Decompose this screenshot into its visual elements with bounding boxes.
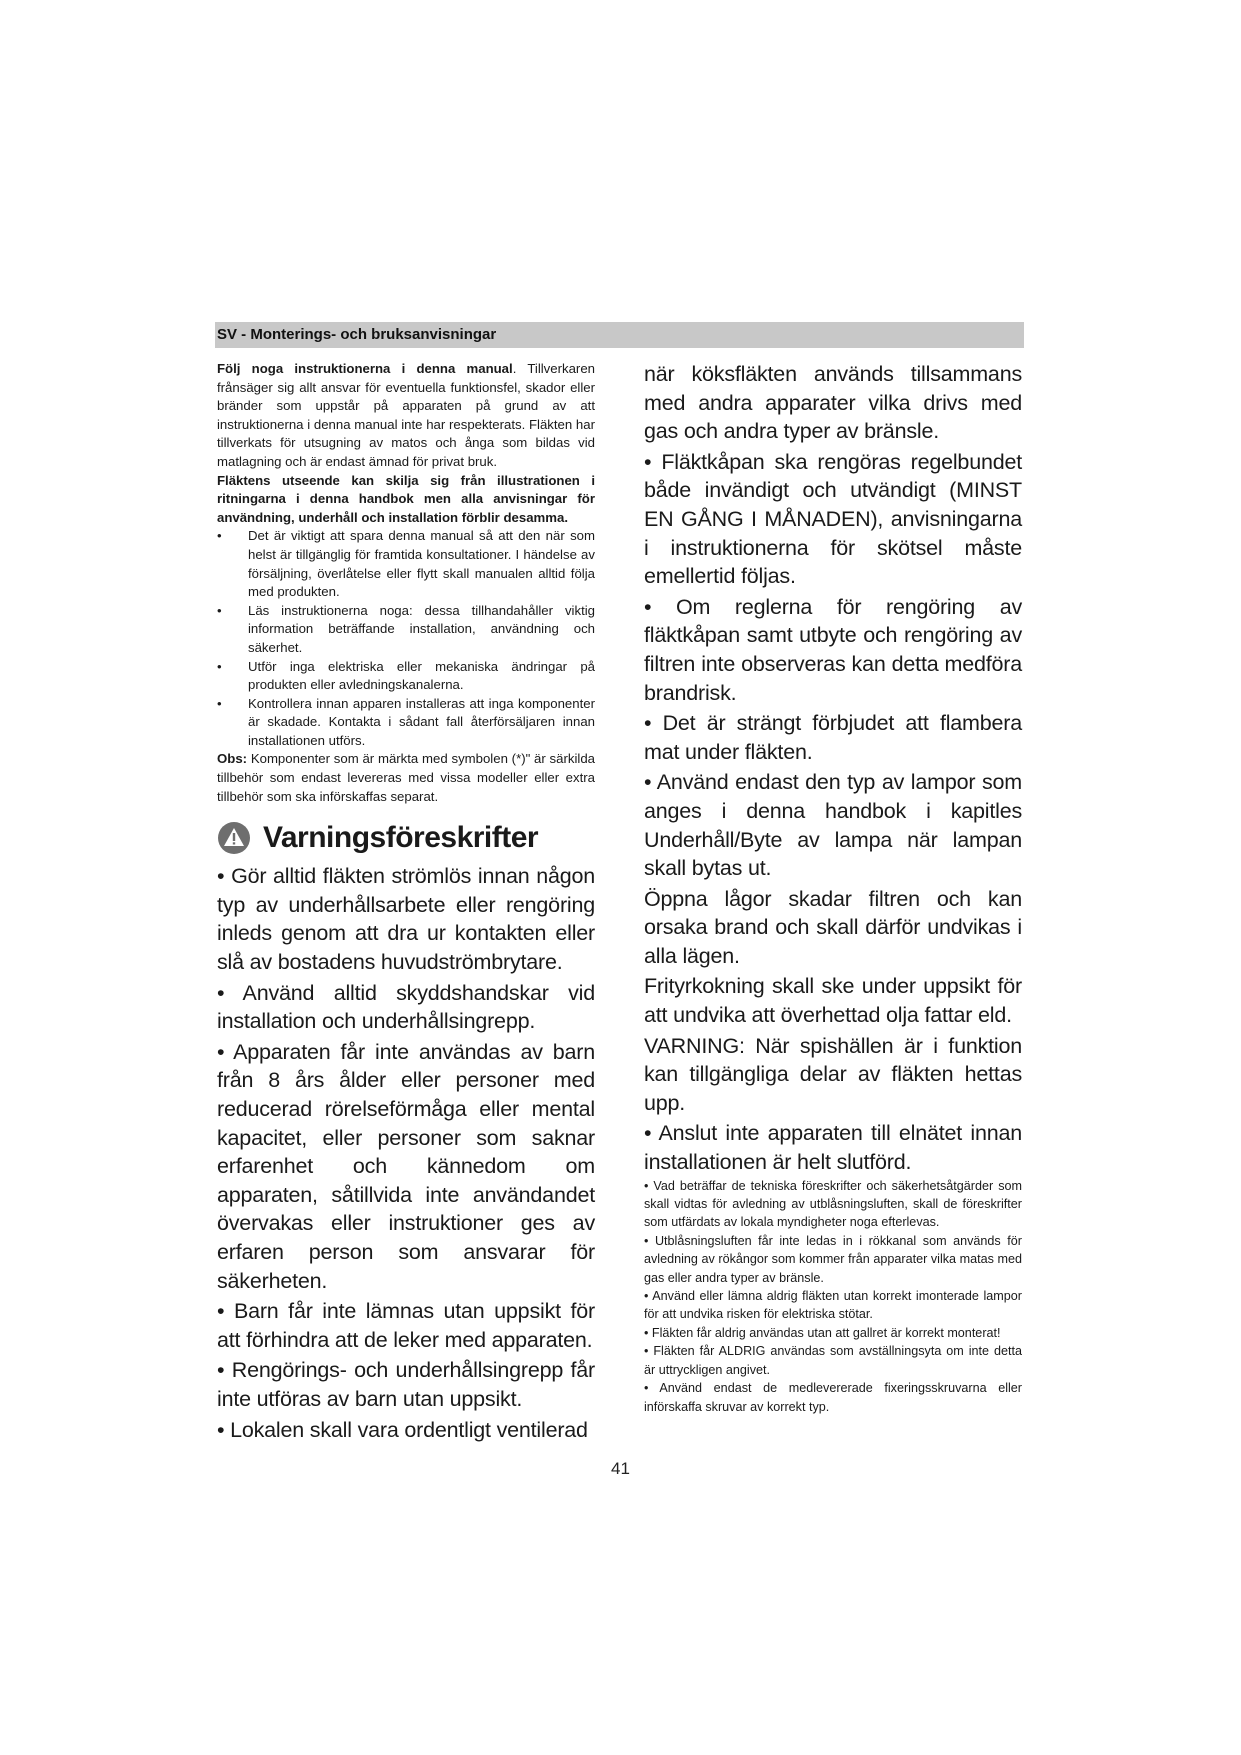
- warning-heading: [217, 820, 595, 856]
- warning-icon: [217, 821, 251, 855]
- intro-bullet-list: [217, 527, 595, 750]
- left-column: [217, 360, 595, 1444]
- intro-text: . Tillverkaren frånsäger sig allt ansvar för eventuella funktionsfel, skador eller bränder som uppstår på apparaten på grund av att instruktionerna i denna manual inte har respekterats. Fläkten har tillverkats för utsugning av matos och ånga som bildas vid matlagning och är endast ämnad för privat bruk.: [217, 361, 595, 469]
- right-paragraph: Frityrkokning skall ske under uppsikt för att undvika att överhettad olja fattar eld.: [644, 974, 1022, 1028]
- right-small-paragraph: • Vad beträffar de tekniska föreskrifter och säkerhetsåtgärder som skall vidtas för avledning av utblåsningsluften, skall de föreskrifter som utfärdats av lokala myndigheter noga efterlevas.: [644, 1178, 1022, 1230]
- obs-label: Obs:: [217, 751, 248, 767]
- list-item: [217, 527, 595, 601]
- right-paragraph: • Anslut inte apparaten till elnätet innan installationen är helt slutförd.: [644, 1121, 1022, 1175]
- warning-paragraph: • Apparaten får inte användas av barn från 8 års ålder eller personer med reducerad rörelseförmåga eller mental kapacitet, eller personer som saknar erfarenhet och kännedom om apparaten, såtillvida inte användandet övervakas eller instruktioner ges av erfaren person som ansvarar för säkerheten.: [217, 1039, 595, 1293]
- warning-paragraph: • Rengörings- och underhållsingrepp får inte utföras av barn utan uppsikt.: [217, 1358, 595, 1411]
- bullet-symbol: •: [217, 528, 222, 544]
- right-column: [644, 360, 1022, 1416]
- warning-paragraph: • Lokalen skall vara ordentligt ventilerad: [217, 1417, 588, 1442]
- right-paragraph: VARNING: När spishällen är i funktion kan tillgängliga delar av fläkten hettas upp.: [644, 1033, 1022, 1115]
- right-paragraph: när köksfläkten används tillsammans med andra apparater vilka drivs med gas och andra typer av bränsle.: [644, 362, 1022, 444]
- list-item-text: Det är viktigt att spara denna manual så att den när som helst är tillgänglig för framtida konsultationer. I händelse av försäljning, överlåtelse eller flytt skall manualen alltid följa med produkten.: [248, 528, 595, 600]
- warning-title: Varningsföreskrifter: [263, 821, 539, 855]
- list-item-text: Kontrollera innan apparen installeras att inga komponenter är skadade. Kontakta i sådant fall återförsäljaren innan installationen utförs.: [248, 695, 595, 748]
- right-paragraph: • Det är strängt förbjudet att flambera mat under fläkten.: [644, 711, 1022, 764]
- right-paragraph: Öppna lågor skadar filtren och kan orsaka brand och skall därför undvikas i alla lägen.: [644, 886, 1022, 968]
- warning-paragraph: • Gör alltid fläkten strömlös innan någon typ av underhållsarbete eller rengöring inleds genom att dra ur kontakten eller slå av bostadens huvudströmbrytare.: [217, 864, 595, 975]
- list-item: [217, 695, 595, 751]
- right-paragraph: • Fläktkåpan ska rengöras regelbundet både invändigt och utvändigt (MINST EN GÅNG I MÅNADEN), anvisningarna i instruktionerna för skötsel måste emellertid följas.: [644, 449, 1022, 589]
- page-number: 41: [611, 1459, 630, 1478]
- intro-note: [217, 472, 595, 528]
- list-item-text: Utför inga elektriska eller mekaniska ändringar på produkten eller avledningskanalerna.: [248, 658, 595, 693]
- warning-paragraph: • Använd alltid skyddshandskar vid installation och underhållsingrepp.: [217, 980, 595, 1034]
- bullet-symbol: •: [217, 602, 222, 618]
- right-small-paragraph: • Använd eller lämna aldrig fläkten utan korrekt imonterade lampor för att undvika risken för elektriska stötar.: [644, 1289, 1022, 1322]
- right-paragraph: • Använd endast den typ av lampor som anges i denna handbok i kapitles Underhåll/Byte av lampa när lampan skall bytas ut.: [644, 770, 1022, 881]
- obs-note: [217, 750, 595, 806]
- bullet-symbol: •: [217, 658, 222, 674]
- right-paragraph: • Om reglerna för rengöring av fläktkåpan samt utbyte och rengöring av filtren inte observeras kan detta medföra brandrisk.: [644, 594, 1022, 705]
- bullet-symbol: •: [217, 695, 222, 711]
- list-item-text: Läs instruktionerna noga: dessa tillhandahåller viktig information beträffande installation, användning och säkerhet.: [248, 602, 595, 655]
- right-small-paragraph: • Utblåsningsluften får inte ledas in i rökkanal som används för avledning av rökångor som kommer från apparater vilka matas med gas eller andra typer av bränsle.: [644, 1233, 1022, 1285]
- section-header: [215, 322, 1024, 348]
- list-item: [217, 602, 595, 658]
- intro-bold: Följ noga instruktionerna i denna manual: [217, 361, 513, 376]
- right-small-paragraph: • Använd endast de medlevererade fixeringsskruvarna eller införskaffa skruvar av korrekt typ.: [644, 1381, 1022, 1414]
- right-small-paragraph: • Fläkten får ALDRIG användas som avställningsyta om inte detta är uttryckligen angivet.: [644, 1344, 1022, 1377]
- right-small-paragraph: • Fläkten får aldrig användas utan att gallret är korrekt monterat!: [644, 1325, 1001, 1340]
- intro-paragraph: [217, 360, 595, 472]
- intro-note-bold: Fläktens utseende kan skilja sig från illustrationen i ritningarna i denna handbok men alla anvisningar för användning, underhåll och installation förblir desamma.: [217, 472, 595, 525]
- obs-text: Komponenter som är märkta med symbolen (*)" är särkilda tillbehör som endast levereras med vissa modeller eller extra tillbehör som ska införskaffas separat.: [217, 751, 595, 804]
- section-header-title: SV - Monterings- och bruksanvisningar: [217, 326, 497, 343]
- warning-paragraph: • Barn får inte lämnas utan uppsikt för att förhindra att de leker med apparaten.: [217, 1299, 595, 1352]
- list-item: [217, 658, 595, 695]
